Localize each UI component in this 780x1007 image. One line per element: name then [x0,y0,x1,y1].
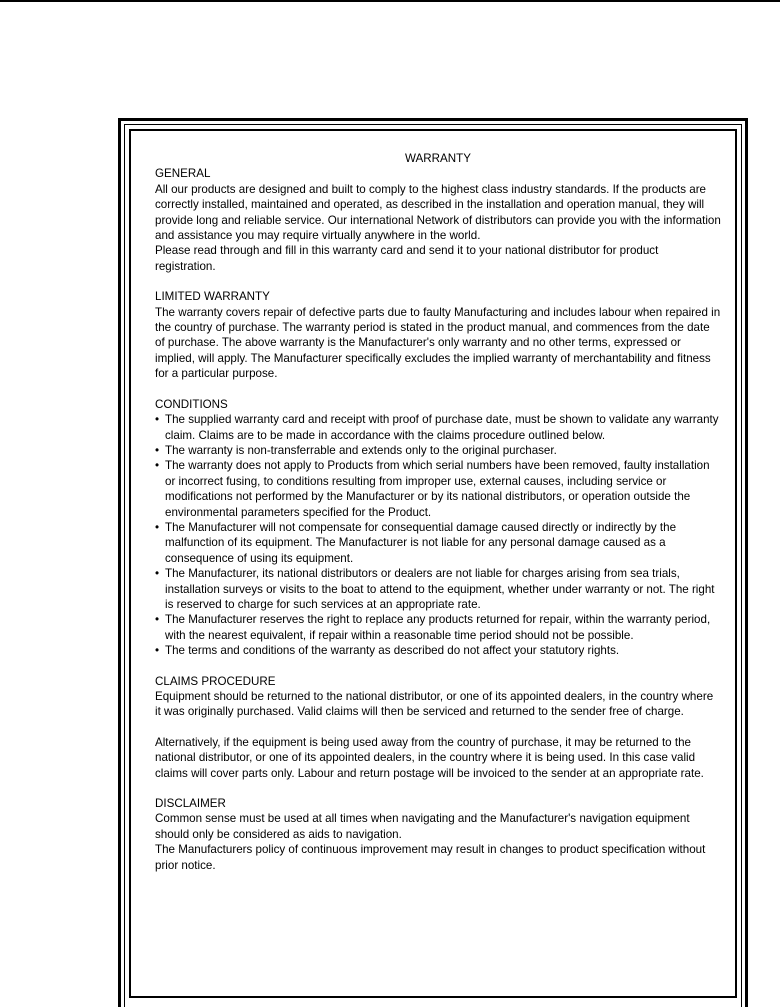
general-paragraph: All our products are designed and built to comply to the highest class industry standards. If the products are correctly installed, maintained and operated, as described in the installation and operation manual, they will provide long and reliable service. Our international Network of distributors can provide you with the information and assistance you may require virtually anywhere in the world. [155,182,721,243]
list-item [155,443,721,458]
condition-text: The Manufacturer reserves the right to replace any products returned for repair, within the warranty period, with the nearest equivalent, if repair within a reasonable time period should not be possible. [165,613,711,642]
list-item [155,566,721,612]
condition-text: The Manufacturer, its national distributors or dealers are not liable for charges arising from sea trials, installation surveys or visits to the boat to attend to the equipment, whether under warranty or not. The right is reserved to charge for such services at an appropriate rate. [165,567,715,611]
conditions-list [155,412,721,659]
claims-procedure-paragraph: Equipment should be returned to the national distributor, or one of its appointed dealers, in the country where it was originally purchased. Valid claims will then be serviced and returned to the sender free of charge. [155,690,714,719]
bullet-icon: • [155,520,160,534]
list-item [155,412,721,443]
conditions-section [155,397,721,659]
limited-warranty-paragraph: The warranty covers repair of defective parts due to faulty Manufacturing and includes labour when repaired in the country of purchase. The warranty period is stated in the product manual, and commences from the date of purchase. The above warranty is the Manufacturer's only warranty and no other terms, expressed or implied, will apply. The Manufacturer specifically excludes the implied warranty of merchantability and fitness for a particular purpose. [155,305,721,381]
top-rule [0,0,780,2]
condition-text: The warranty does not apply to Products from which serial numbers have been removed, faulty installation or incorrect fusing, to conditions resulting from improper use, external causes, including service or modifications not performed by the Manufacturer or by its national distributors, or operation outside the environmental parameters specified for the Product. [165,459,710,519]
list-item [155,458,721,520]
general-section [155,166,721,274]
claims-procedure-paragraph: Alternatively, if the equipment is being used away from the country of purchase, it may be returned to the national distributor, or one of its appointed dealers, in the country where it is being used. In this case valid claims will cover parts only. Labour and return postage will be invoiced to the sender at an appropriate rate. [155,735,704,780]
condition-text: The terms and conditions of the warranty as described do not affect your statutory rights. [165,644,620,658]
general-heading: GENERAL [155,167,211,181]
bullet-icon: • [155,644,160,658]
bullet-icon: • [155,459,160,473]
claims-procedure-section [155,674,721,781]
disclaimer-section [155,796,721,873]
list-item [155,643,721,658]
list-item [155,612,721,643]
bullet-icon: • [155,413,160,427]
conditions-heading: CONDITIONS [155,397,228,411]
list-item [155,520,721,566]
page-title: WARRANTY [405,152,471,165]
limited-warranty-section [155,289,721,381]
limited-warranty-heading: LIMITED WARRANTY [155,290,270,304]
condition-text: The Manufacturer will not compensate for consequential damage caused directly or indirectly by the malfunction of its equipment. The Manufacturer is not liable for any personal damage caused as a consequence of using its equipment. [165,520,677,565]
general-paragraph: Please read through and fill in this warranty card and send it to your national distributor for product registration. [155,244,659,273]
claims-procedure-heading: CLAIMS PROCEDURE [155,674,276,688]
bullet-icon: • [155,443,160,457]
bullet-icon: • [155,567,160,581]
bullet-icon: • [155,613,160,627]
condition-text: The warranty is non-transferrable and extends only to the original purchaser. [165,443,557,457]
condition-text: The supplied warranty card and receipt with proof of purchase date, must be shown to validate any warranty claim. Claims are to be made in accordance with the claims procedure outlined below. [165,413,719,442]
disclaimer-paragraph: The Manufacturers policy of continuous improvement may result in changes to product specification without prior notice. [155,843,706,872]
warranty-card [155,151,721,873]
disclaimer-heading: DISCLAIMER [155,797,226,811]
disclaimer-paragraph: Common sense must be used at all times when navigating and the Manufacturer's navigation equipment should only be considered as aids to navigation. [155,812,690,841]
